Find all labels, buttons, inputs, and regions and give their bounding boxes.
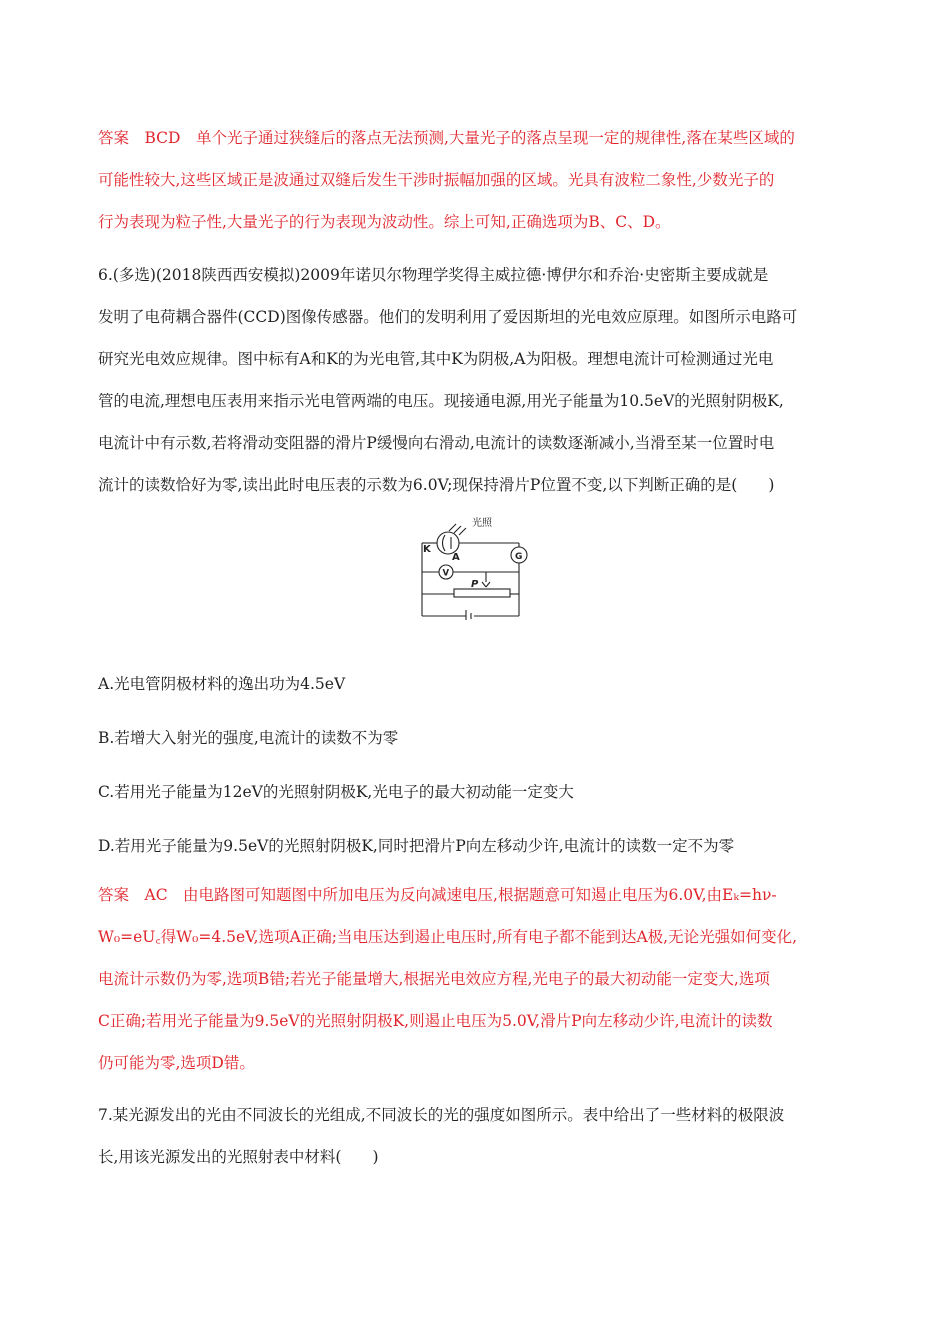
light-arrow xyxy=(454,526,461,533)
question-7-line: 长,用该光源发出的光照射表中材料( ) xyxy=(98,1148,379,1166)
answer-6-line: 答案 AC 由电路图可知题图中所加电压为反向减速电压,根据题意可知遏止电压为6.0V,由Eₖ=hν- xyxy=(98,886,777,904)
question-6-stem xyxy=(98,254,850,506)
option-a: A.光电管阴极材料的逸出功为4.5eV xyxy=(98,675,346,693)
question-6-line: 流计的读数恰好为零,读出此时电压表的示数为6.0V;现保持滑片P位置不变,以下判断正确的是( ) xyxy=(98,476,775,494)
answer-5-line: 答案 BCD 单个光子通过狭缝后的落点无法预测,大量光子的落点呈现一定的规律性,落在某些区域的 xyxy=(98,129,795,147)
answer-6-line: 电流计示数仍为零,选项B错;若光子能量增大,根据光电效应方程,光电子的最大初动能一定变大,选项 xyxy=(98,970,770,988)
option-b: B.若增大入射光的强度,电流计的读数不为零 xyxy=(98,729,399,747)
answer-6-block xyxy=(98,874,850,1084)
galvanometer-label: G xyxy=(515,552,523,562)
question-6-line: 研究光电效应规律。图中标有A和K的为光电管,其中K为阴极,A为阳极。理想电流计可检测通过光电 xyxy=(98,350,774,368)
question-6-line: 电流计中有示数,若将滑动变阻器的滑片P缓慢向右滑动,电流计的读数逐渐减小,当滑至某一位置时电 xyxy=(98,434,775,452)
cathode-label: K xyxy=(423,544,431,555)
rheostat xyxy=(454,589,510,597)
answer-6-line: W₀=eU꜀得W₀=4.5eV,选项A正确;当电压达到遏止电压时,所有电子都不能到达A极,无论光强如何变化, xyxy=(98,928,797,946)
phototube xyxy=(437,532,459,554)
circuit-svg xyxy=(416,512,540,620)
light-arrow xyxy=(449,524,456,531)
answer-5-line: 行为表现为粒子性,大量光子的行为表现为波动性。综上可知,正确选项为B、C、D。 xyxy=(98,213,671,231)
option-d: D.若用光子能量为9.5eV的光照射阴极K,同时把滑片P向左移动少许,电流计的读数一定不为零 xyxy=(98,837,735,855)
answer-6-line: 仍可能为零,选项D错。 xyxy=(98,1054,255,1072)
option-c: C.若用光子能量为12eV的光照射阴极K,光电子的最大初动能一定变大 xyxy=(98,783,574,801)
slider-label: P xyxy=(471,579,479,590)
cathode-k xyxy=(443,535,446,551)
question-6-line: 管的电流,理想电压表用来指示光电管两端的电压。现接通电源,用光子能量为10.5eV的光照射阴极K, xyxy=(98,392,784,410)
question-6-line: 6.(多选)(2018陕西西安模拟)2009年诺贝尔物理学奖得主威拉德·博伊尔和乔治·史密斯主要成就是 xyxy=(98,266,769,284)
question-7-stem xyxy=(98,1094,850,1178)
anode-label: A xyxy=(452,552,460,563)
voltmeter-label: V xyxy=(442,568,450,579)
light-label: 光照 xyxy=(472,518,492,529)
light-arrow xyxy=(459,528,466,535)
question-6-line: 发明了电荷耦合器件(CCD)图像传感器。他们的发明利用了爱因斯坦的光电效应原理。如图所示电路可 xyxy=(98,308,798,326)
answer-5-line: 可能性较大,这些区域正是波通过双缝后发生干涉时振幅加强的区域。光具有波粒二象性,少数光子的 xyxy=(98,171,775,189)
question-7-line: 7.某光源发出的光由不同波长的光组成,不同波长的光的强度如图所示。表中给出了一些材料的极限波 xyxy=(98,1106,785,1124)
photoelectric-circuit-diagram xyxy=(416,512,540,620)
answer-5-block xyxy=(98,117,850,243)
answer-6-line: C正确;若用光子能量为9.5eV的光照射阴极K,则遏止电压为5.0V,滑片P向左移动少许,电流计的读数 xyxy=(98,1012,773,1030)
